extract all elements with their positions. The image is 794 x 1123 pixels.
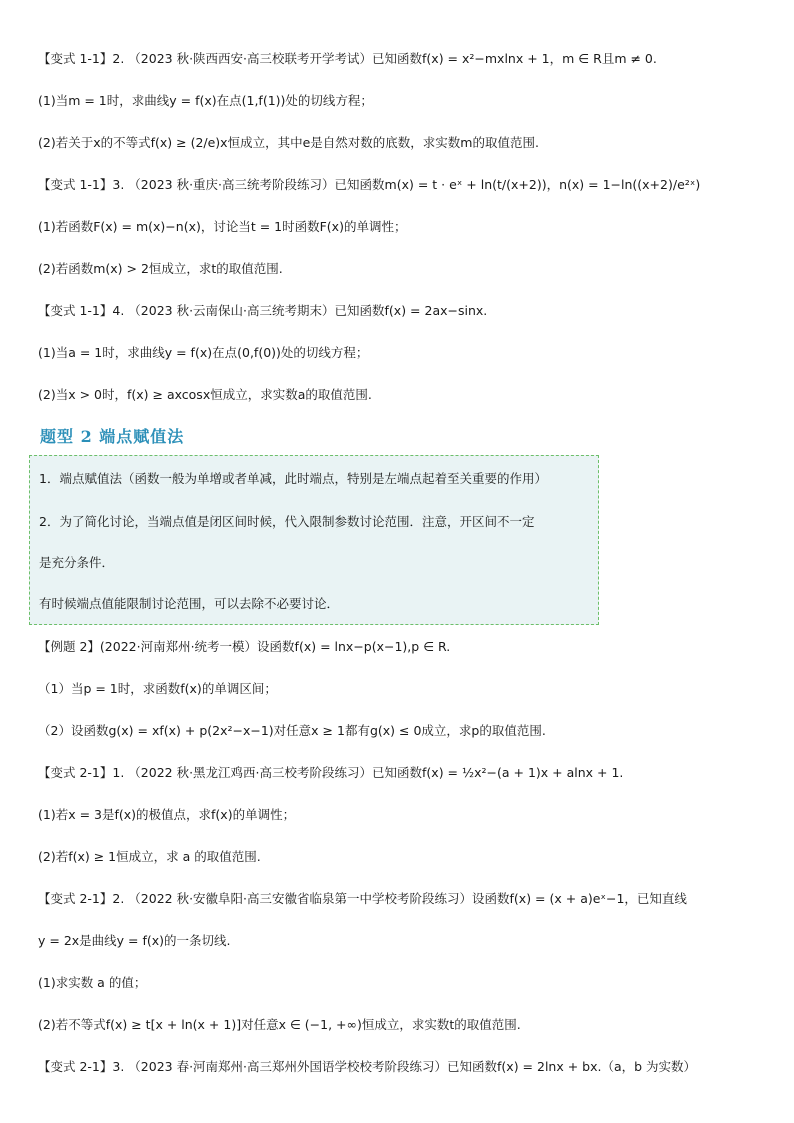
- tip-line-4: 有时候端点值能限制讨论范围，可以去除不必要讨论．: [39, 596, 340, 611]
- problem-text-19: (2)若不等式f(x) ≥ t[x + ln(x + 1)]对任意x ∈ (−1, +∞)恒成立，求实数t的取值范围.: [38, 1017, 521, 1032]
- problem-text-10: 【例题 2】(2022·河南郑州·统考一模）设函数f(x) = lnx−p(x−1),p ∈ R.: [38, 639, 451, 654]
- tip-line-2: 2．为了简化讨论，当端点值是闭区间时候，代入限制参数讨论范围．注意，开区间不一定: [39, 514, 535, 529]
- tip-line-3: 是充分条件．: [39, 555, 115, 570]
- section-title: 题型 2 端点赋值法: [40, 427, 185, 446]
- problem-text-12: （2）设函数g(x) = xf(x) + p(2x²−x−1)对任意x ≥ 1都有g(x) ≤ 0成立，求p的取值范围.: [38, 723, 546, 738]
- tip-box: [29, 455, 599, 625]
- problem-text-3: (2)若关于x的不等式f(x) ≥ (2/e)x恒成立，其中e是自然对数的底数，求实数m的取值范围.: [38, 135, 539, 150]
- problem-text-16: 【变式 2-1】2. （2022 秋·安徽阜阳·高三安徽省临泉第一中学校考阶段练习）设函数f(x) = (x + a)eˣ−1，已知直线: [38, 891, 687, 906]
- problem-text-11: （1）当p = 1时，求函数f(x)的单调区间；: [38, 681, 277, 696]
- tip-line-1: 1．端点赋值法（函数一般为单增或者单减，此时端点，特别是左端点起着至关重要的作用）: [39, 471, 547, 486]
- problem-text-20: 【变式 2-1】3. （2023 春·河南郑州·高三郑州外国语学校校考阶段练习）已知函数f(x) = 2lnx + bx.（a，b 为实数）: [38, 1059, 697, 1074]
- problem-text-2: (1)当m = 1时，求曲线y = f(x)在点(1,f(1))处的切线方程；: [38, 93, 373, 108]
- problem-text-5: (1)若函数F(x) = m(x)−n(x)，讨论当t = 1时函数F(x)的单调性；: [38, 219, 407, 234]
- problem-text-17: y = 2x是曲线y = f(x)的一条切线.: [38, 933, 231, 948]
- problem-text-18: (1)求实数 a 的值；: [38, 975, 147, 990]
- problem-text-4: 【变式 1-1】3. （2023 秋·重庆·高三统考阶段练习）已知函数m(x) = t · eˣ + ln(t/(x+2))，n(x) = 1−ln((x+2)/e²ˣ): [38, 177, 701, 192]
- problem-text-6: (2)若函数m(x) > 2恒成立，求t的取值范围.: [38, 261, 283, 276]
- problem-text-15: (2)若f(x) ≥ 1恒成立，求 a 的取值范围.: [38, 849, 261, 864]
- problem-text-13: 【变式 2-1】1. （2022 秋·黑龙江鸡西·高三校考阶段练习）已知函数f(x) = ½x²−(a + 1)x + alnx + 1.: [38, 765, 624, 780]
- problem-text-9: (2)当x > 0时，f(x) ≥ axcosx恒成立，求实数a的取值范围.: [38, 387, 372, 402]
- problem-text-8: (1)当a = 1时，求曲线y = f(x)在点(0,f(0))处的切线方程；: [38, 345, 369, 360]
- problem-text-14: (1)若x = 3是f(x)的极值点，求f(x)的单调性；: [38, 807, 296, 822]
- problem-text-7: 【变式 1-1】4. （2023 秋·云南保山·高三统考期末）已知函数f(x) = 2ax−sinx.: [38, 303, 488, 318]
- problem-text-1: 【变式 1-1】2. （2023 秋·陕西西安·高三校联考开学考试）已知函数f(x) = x²−mxlnx + 1，m ∈ R且m ≠ 0.: [38, 51, 657, 66]
